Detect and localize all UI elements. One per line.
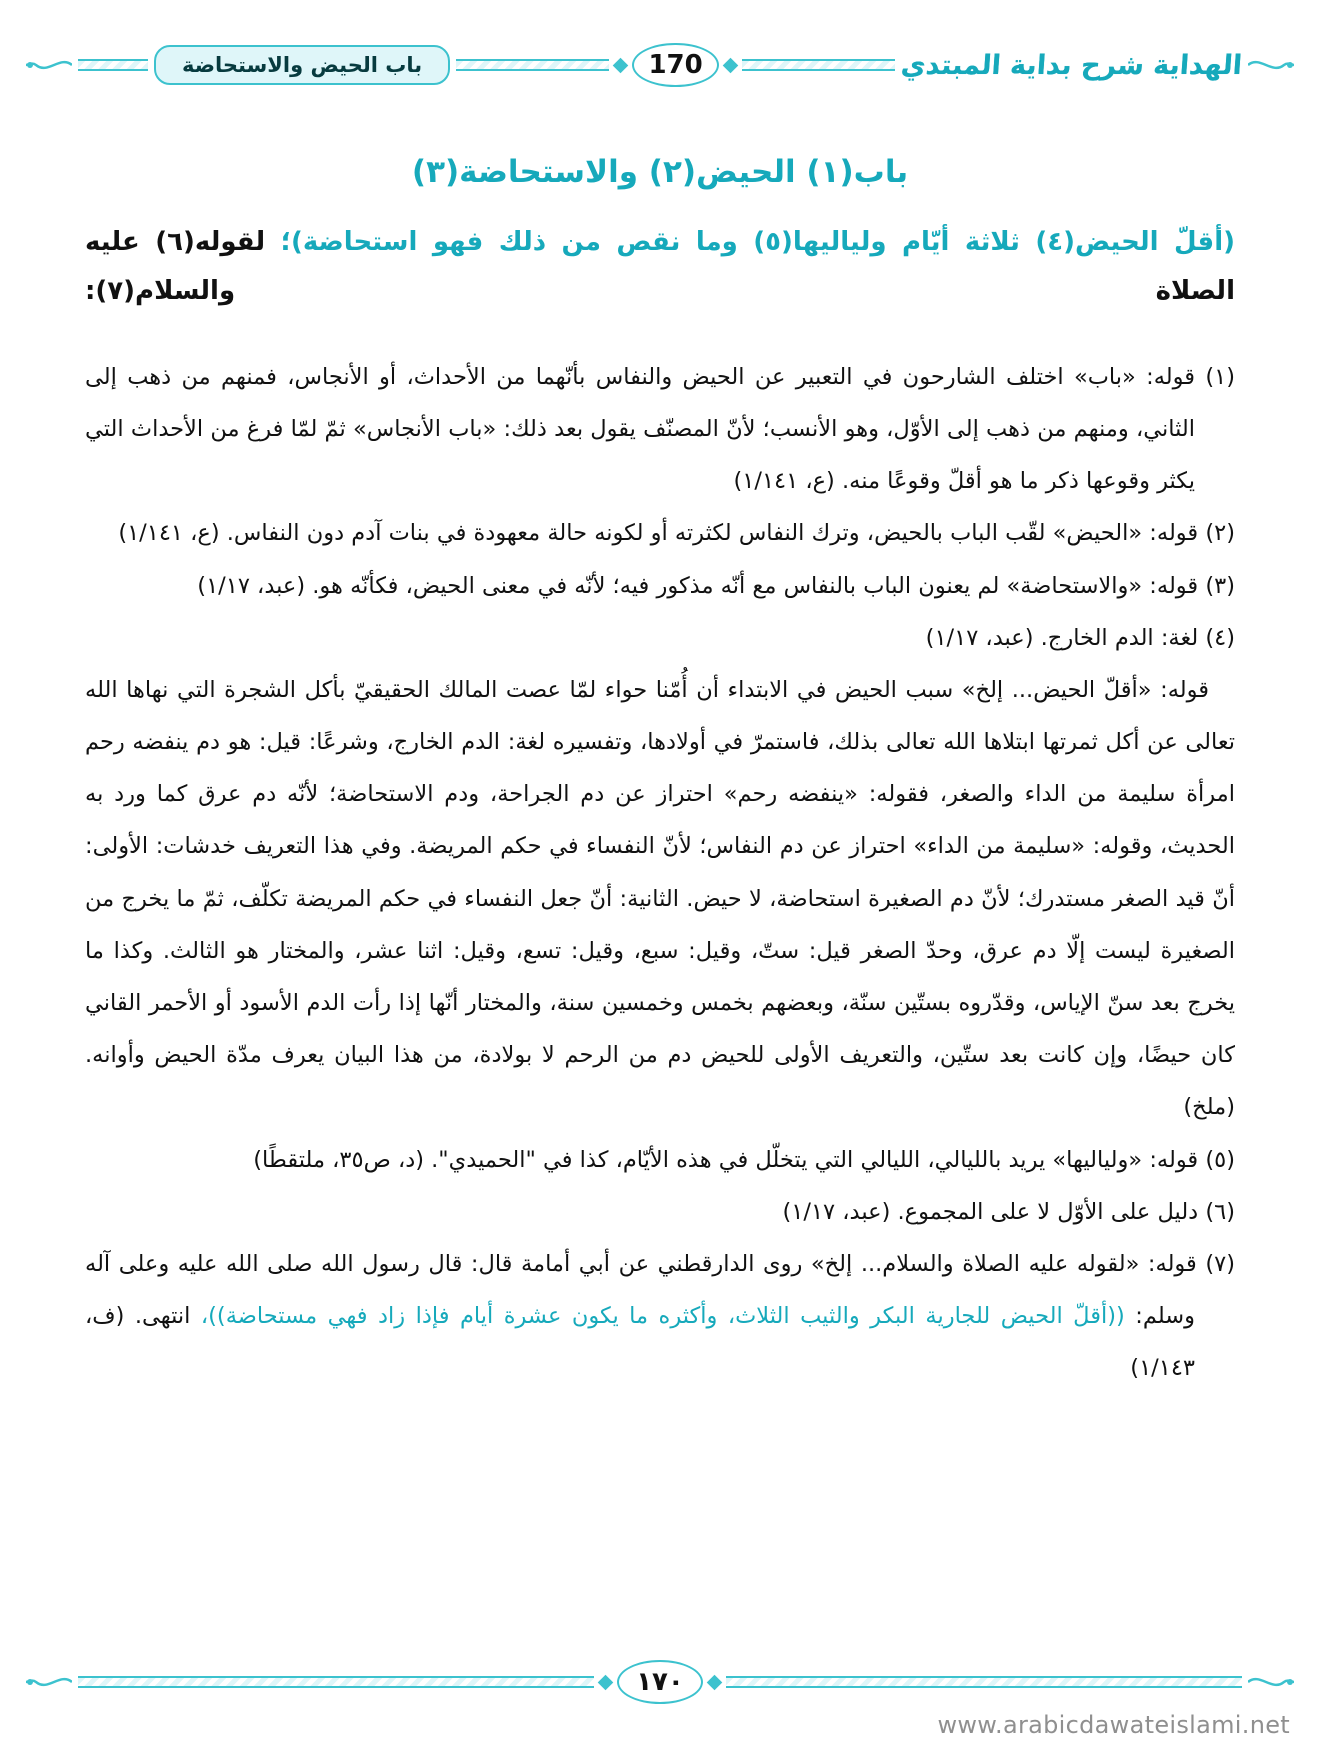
- footnote-7-intro: (٧) قوله: «لقوله عليه الصلاة والسلام... إلخ» روى الدارقطني عن أبي أمامة قال: قال رسول الله صلى الله عليه وعلى آله وسلم:: [85, 1250, 1235, 1330]
- book-logo-text: الهداية شرح بداية المبتدي: [899, 49, 1244, 81]
- ornament-line: [726, 1676, 1242, 1688]
- footnote-1: (١) قوله: «باب» اختلف الشارحون في التعبير عن الحيض والنفاس بأنّهما من الأحداث، أو الأنجاس، فمنهم من ذهب إلى الثاني، ومنهم من ذهب إلى الأوّل، وهو الأنسب؛ لأنّ المصنّف يقول بعد ذلك: «باب الأنجاس» ثمّ لمّا فرغ من الأحداث التي يكثر وقوعها ذكر ما هو أقلّ وقوعًا منه. (ع، ١/١٤١): [85, 363, 1235, 495]
- footnote-7: [85, 1238, 1235, 1395]
- ornament-flourish-icon: [1248, 53, 1294, 77]
- matn-tail-text: لقوله(٦) عليه الصلاة والسلام(٧):: [85, 227, 1235, 307]
- page-number-bottom: [617, 1660, 703, 1704]
- ornament-line: [78, 1676, 594, 1688]
- chapter-badge: [154, 45, 450, 85]
- ornament-line: [456, 59, 609, 71]
- commentary-block: [85, 351, 1235, 1395]
- footnote-4: (٤) لغة: الدم الخارج. (عبد، ١/١٧): [925, 624, 1235, 651]
- page-body: [0, 92, 1320, 1655]
- page-header: [0, 38, 1320, 92]
- footnote-2: (٢) قوله: «الحيض» لقّب الباب بالحيض، وترك النفاس لكثرته أو لكونه حالة معهودة في بنات آدم دون النفاس. (ع، ١/١٤١): [118, 520, 1235, 547]
- website-url: www.arabicdawateislami.net: [937, 1711, 1290, 1739]
- commentary-paragraph: قوله: «أقلّ الحيض... إلخ» سبب الحيض في الابتداء أن أُمّنا حواء لمّا عصت المالك الحقيقيّ بأكل الشجرة التي نهاها الله تعالى عن أكل ثمرتها ابتلاها الله تعالى بذلك، فاستمرّ في أولادها، وتفسيره لغة: الدم الخارج، وشرعًا: قيل: هو دم ينفضه رحم امرأة سليمة من الداء والصغر، فقوله: «ينفضه رحم» احتراز عن دم الجراحة، ودم الاستحاضة؛ لأنّه دم عرق كما ورد به الحديث، وقوله: «سليمة من الداء» احتراز عن دم النفاس؛ لأنّ النفساء في حكم المريضة. وفي هذا التعريف خدشات: الأولى: أنّ قيد الصغر مستدرك؛ لأنّ دم الصغيرة استحاضة، لا حيض. الثانية: أنّ جعل النفساء في حكم المريضة تكلّف، ثمّ ما يخرج من الصغيرة ليست إلّا دم عرق، وحدّ الصغر قيل: ستّ، وقيل: سبع، وقيل: تسع، وقيل: اثنا عشر، والمختار هو الثالث. وكذا ما يخرج بعد سنّ الإياس، وقدّروه بستّين سنّة، وبعضهم بخمس وخمسين سنة، والمختار أنّها إذا رأت الدم الأسود أو الأحمر القاني كان حيضًا، وإن كانت بعد ستّين، والتعريف الأولى للحيض دم من الرحم لا بولادة، من هذا البيان يعرف مدّة الحيض وأوانه. (ملخ): [85, 676, 1235, 1121]
- page-number-bottom-value: ١٧٠: [636, 1667, 684, 1697]
- footnote-5: (٥) قوله: «ولياليها» يريد بالليالي، الليالي التي يتخلّل في هذه الأيّام، كذا في "الحميدي". (د، ص٣٥، ملتقطًا): [253, 1146, 1235, 1173]
- diamond-ornament-icon: [722, 57, 738, 73]
- ornament-flourish-icon: [26, 53, 72, 77]
- page-number-top-value: 170: [648, 50, 703, 80]
- footnote-7-closing: انتهى. (ف، ١/١٤٣): [85, 1303, 1195, 1382]
- matn-quoted-text: (أقلّ الحيض(٤) ثلاثة أيّام ولياليها(٥) وما نقص من ذلك فهو استحاضة)؛: [280, 227, 1235, 257]
- footer-band: [0, 1655, 1320, 1709]
- diamond-ornament-icon: [613, 57, 629, 73]
- ornament-line: [742, 59, 895, 71]
- page-number-top: [632, 43, 718, 87]
- ornament-line: [78, 59, 148, 71]
- footnote-6: (٦) دليل على الأوّل لا على المجموع. (عبد، ١/١٧): [782, 1198, 1235, 1225]
- footnote-3: (٣) قوله: «والاستحاضة» لم يعنون الباب بالنفاس مع أنّه مذكور فيه؛ لأنّه في معنى الحيض، فكأنّه هو. (عبد، ١/١٧): [197, 572, 1235, 599]
- ornament-flourish-icon: [1248, 1670, 1294, 1694]
- chapter-badge-label: باب الحيض والاستحاضة: [182, 53, 423, 77]
- chapter-title: باب(١) الحيض(٢) والاستحاضة(٣): [411, 154, 909, 190]
- diamond-ornament-icon: [707, 1674, 723, 1690]
- footnote-7-hadith: ((أقلّ الحيض للجارية البكر والثيب الثلاث، وأكثره ما يكون عشرة أيام فإذا زاد فهي مستحاضة))،: [200, 1303, 1125, 1330]
- page-footer: [0, 1655, 1320, 1751]
- ornament-flourish-icon: [26, 1670, 72, 1694]
- diamond-ornament-icon: [598, 1674, 614, 1690]
- book-logo: [900, 50, 1243, 81]
- matn-line: [85, 218, 1235, 317]
